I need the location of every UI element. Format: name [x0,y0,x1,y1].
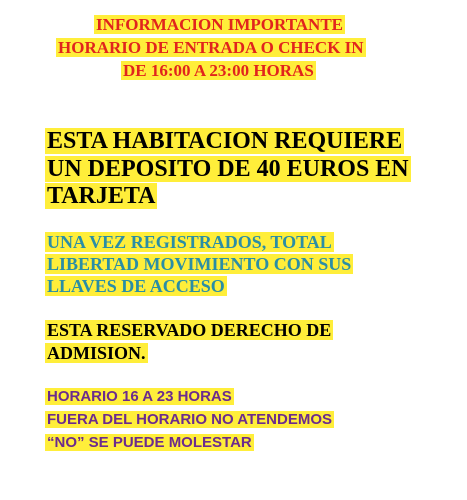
admission-notice-line: ADMISION. [47,343,146,363]
keys-notice-line: LIBERTAD MOVIMIENTO CON SUS [47,254,352,274]
admission-notice-line: ESTA RESERVADO DERECHO DE [47,320,332,340]
deposit-notice-line: TARJETA [47,183,156,209]
hours-notice-line: “NO” SE PUEDE MOLESTAR [47,434,252,451]
deposit-notice-line: UN DEPOSITO DE 40 EUROS EN [47,156,409,182]
entry-notice-line: HORARIO DE ENTRADA O CHECK IN [58,38,364,57]
hours-notice-line: FUERA DEL HORARIO NO ATENDEMOS [47,411,333,428]
entry-notice-line: DE 16:00 A 23:00 HORAS [123,61,314,80]
keys-notice-line: LLAVES DE ACCESO [47,276,225,296]
hours-notice-line: HORARIO 16 A 23 HORAS [47,388,232,405]
keys-notice-line: UNA VEZ REGISTRADOS, TOTAL [47,232,332,252]
entry-notice-line: INFORMACION IMPORTANTE [96,15,343,34]
deposit-notice-line: ESTA HABITACION REQUIERE [47,128,403,154]
